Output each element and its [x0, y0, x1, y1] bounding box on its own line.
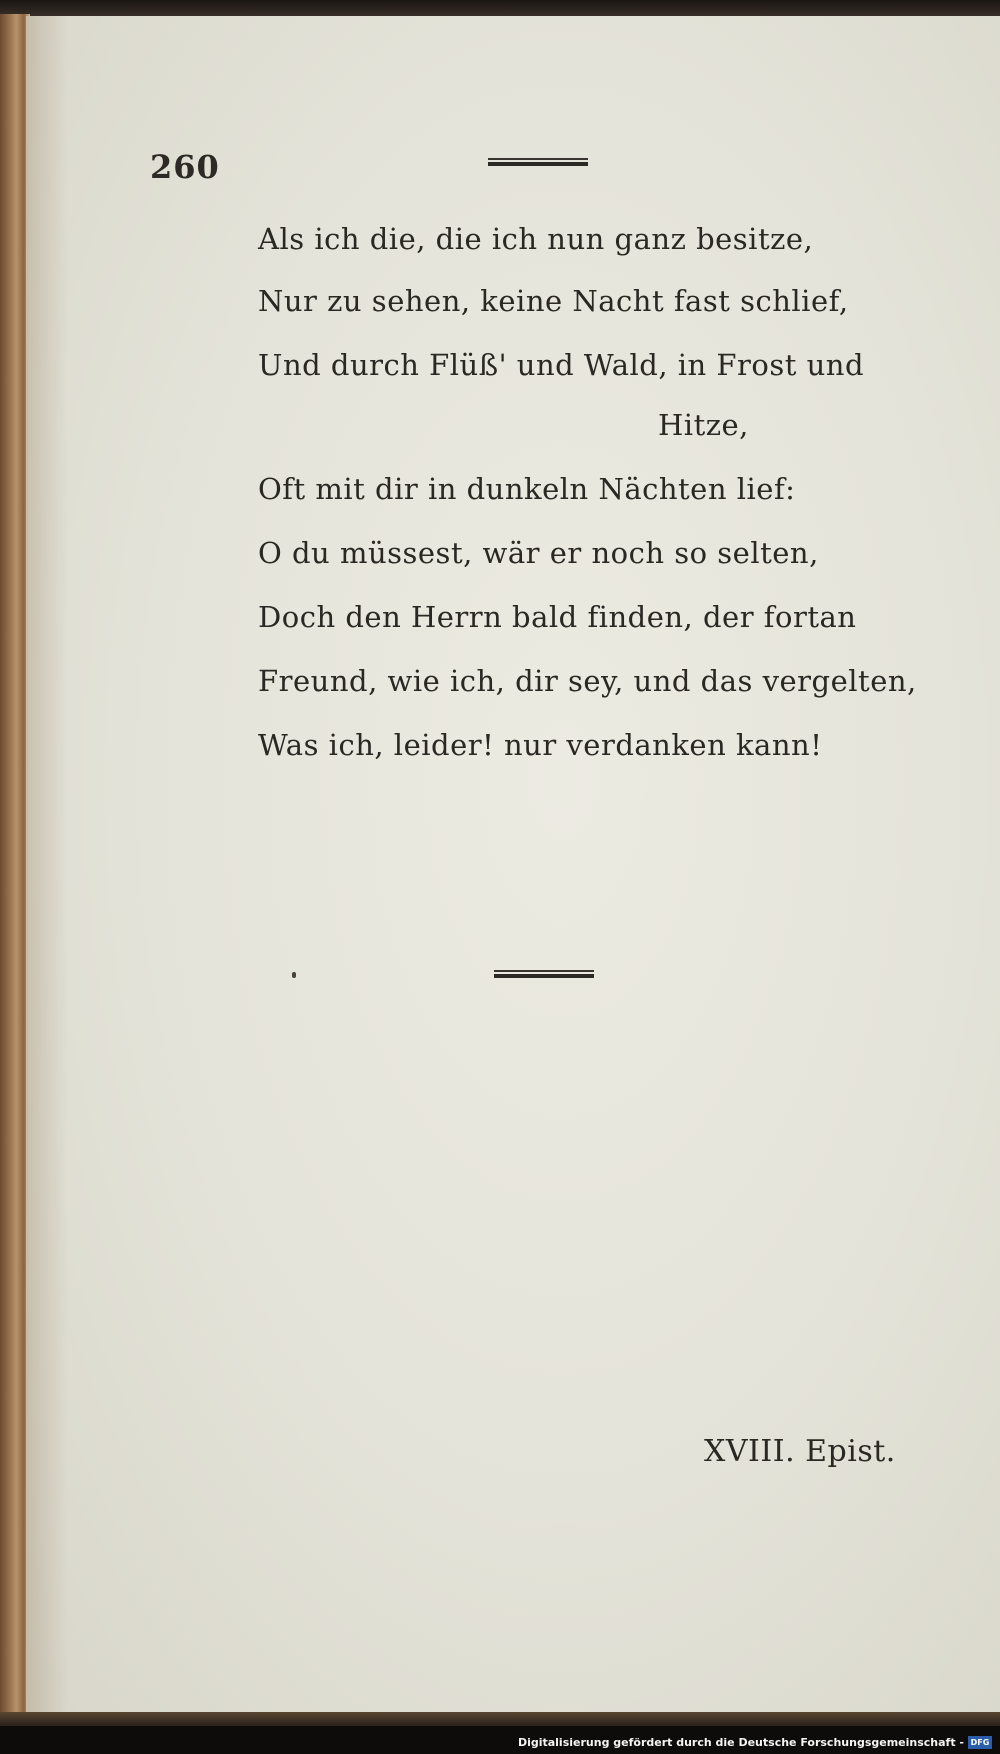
- ink-speck: [292, 972, 296, 978]
- poem-line: Oft mit dir in dunkeln Nächten lief:: [258, 472, 796, 506]
- ornamental-rule-top: [488, 158, 588, 166]
- poem-line: Doch den Herrn bald finden, der fortan: [258, 600, 857, 634]
- funding-credit: Digitalisierung gefördert durch die Deutsche Forschungsgemeinschaft -: [517, 1736, 964, 1749]
- poem-line: Und durch Flüß' und Wald, in Frost und: [258, 348, 865, 382]
- gutter-shadow: [28, 16, 68, 1716]
- poem-line: O du müssest, wär er noch so selten,: [258, 536, 819, 570]
- page-number: 260: [150, 148, 220, 186]
- poem-line: Nur zu sehen, keine Nacht fast schlief,: [258, 284, 849, 318]
- ornamental-rule-bottom: [494, 970, 594, 978]
- poem-line: Als ich die, die ich nun ganz besitze,: [258, 222, 814, 256]
- dfg-logo: DFG: [968, 1736, 992, 1749]
- poem-line: Was ich, leider! nur verdanken kann!: [258, 728, 823, 762]
- catchword: XVIII. Epist.: [704, 1434, 896, 1469]
- poem-line: Freund, wie ich, dir sey, und das vergelten,: [258, 664, 917, 698]
- scan-bottom-edge: [0, 1712, 1000, 1726]
- poem-line-continuation: Hitze,: [658, 408, 749, 442]
